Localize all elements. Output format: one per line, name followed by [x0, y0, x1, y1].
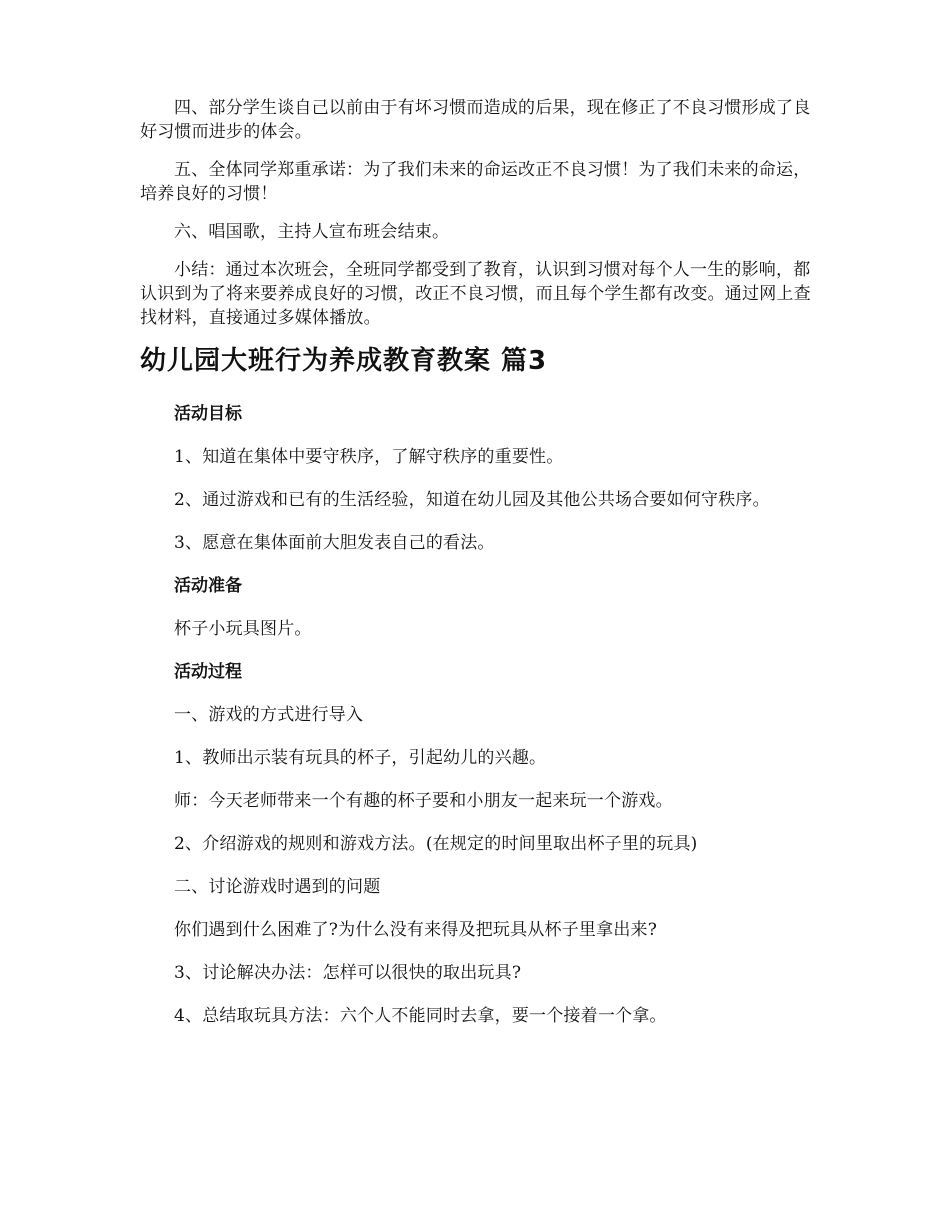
document-body: [140, 96, 814, 1028]
paragraph-summary: 小结：通过本次班会，全班同学都受到了教育，认识到习惯对每个人一生的影响，都认识到为了将来要养成良好的习惯，改正不良习惯，而且每个学生都有改变。通过网上查找材料，直接通过多媒体播放。: [140, 260, 811, 328]
process-item: 一、游戏的方式进行导入: [174, 705, 364, 725]
process-item: 你们遇到什么困难了?为什么没有来得及把玩具从杯子里拿出来?: [174, 920, 658, 940]
process-item: 师：今天老师带来一个有趣的杯子要和小朋友一起来玩一个游戏。: [174, 791, 673, 811]
process-item: 1、教师出示装有玩具的杯子，引起幼儿的兴趣。: [174, 748, 547, 768]
process-item: 二、讨论游戏时遇到的问题: [174, 877, 381, 897]
goal-item-3: 3、愿意在集体面前大胆发表自己的看法。: [174, 533, 495, 553]
goal-item-2: 2、通过游戏和已有的生活经验，知道在幼儿园及其他公共场合要如何守秩序。: [174, 490, 770, 510]
section-title: 幼儿园大班行为养成教育教案 篇3: [140, 346, 548, 376]
paragraph-step-5: 五、全体同学郑重承诺：为了我们未来的命运改正不良习惯！为了我们未来的命运，培养良好的习惯！: [140, 160, 811, 204]
prep-heading: 活动准备: [174, 576, 242, 596]
goal-item-1: 1、知道在集体中要守秩序，了解守秩序的重要性。: [174, 447, 564, 467]
goals-heading: 活动目标: [174, 404, 242, 424]
process-item: 4、总结取玩具方法：六个人不能同时去拿，要一个接着一个拿。: [174, 1006, 667, 1026]
process-item: 2、介绍游戏的规则和游戏方法。(在规定的时间里取出杯子里的玩具): [174, 834, 698, 854]
process-heading: 活动过程: [174, 662, 242, 682]
paragraph-step-6: 六、唱国歌，主持人宣布班会结束。: [174, 222, 450, 242]
prep-text: 杯子小玩具图片。: [174, 619, 312, 639]
paragraph-step-4: 四、部分学生谈自己以前由于有坏习惯而造成的后果，现在修正了不良习惯形成了良好习惯而进步的体会。: [140, 98, 811, 142]
process-item: 3、讨论解决办法：怎样可以很快的取出玩具?: [174, 963, 522, 983]
